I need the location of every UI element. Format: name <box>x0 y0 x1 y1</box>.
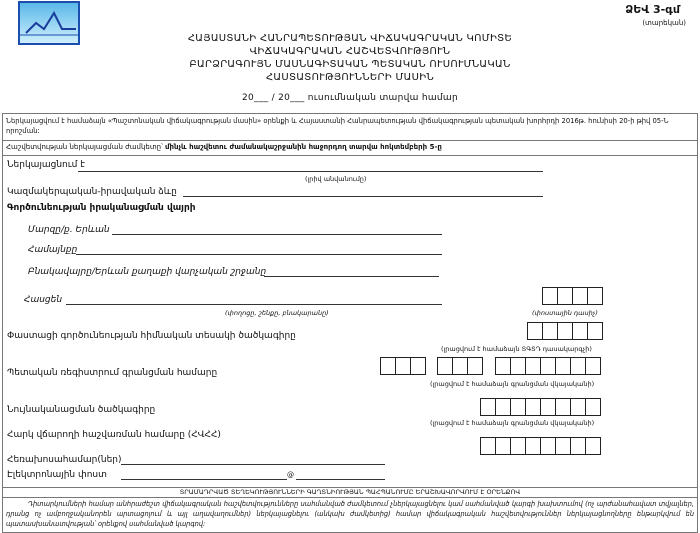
header-line-1: ՀԱՅԱՍՏԱՆԻ ՀԱՆՐԱՊԵՏՈՒԹՅԱՆ ՎԻՃԱԿԱԳՐԱԿԱՆ ԿՈՄԻՏԵ <box>187 33 513 44</box>
settlement-label: Բնակավայրը/Երևան քաղաքի վարչական շրջանը <box>28 267 267 277</box>
community-label: Համայնքը <box>28 245 78 255</box>
registry-label: Պետական ռեգիստրում գրանցման համարը <box>7 368 218 378</box>
email-domain-field[interactable] <box>296 479 385 480</box>
deadline-value: մինչև հաշվետու ժամանակաշրջանին հաջորդող տարվա հոկտեմբերի 5-ը <box>164 143 442 151</box>
community-field[interactable] <box>76 254 442 255</box>
form-period: (տարեկան) <box>642 19 686 27</box>
postal-code-boxes[interactable] <box>542 287 603 305</box>
activity-hint: (լրացվում է համաձայն ՏԳՏԴ դասակարգչի) <box>441 345 592 353</box>
year-line: 20___ / 20___ ուսումնական տարվա համար <box>242 93 458 103</box>
tax-label: Հարկ վճարողի հաշվառման համարը (ՀՎՀՀ) <box>7 430 221 440</box>
registry-hint: (լրացվում է համաձայն գրանցման վկայականի) <box>430 380 595 388</box>
address-field[interactable] <box>66 304 442 305</box>
header-line-3: ԲԱՐՁՐԱԳՈՒՅՆ ՄԱՍՆԱԳԻՏԱԿԱՆ ՊԵՏԱԿԱՆ ՈՒՍՈՒՄՆԱԿԱՆ <box>189 59 511 70</box>
footer-text: Դիտարկումների համար անհրաժեշտ վիճակագրական հաշվետվությունները սահմանված ժամկետում չներկայացնելու կամ սահմանված կարգի խախտումով (ոչ արժանահավատ տվյալներ, դրանց ոչ ամբողջականորեն արտացոլում և այլ աղավաղումներ) ներկայացնելու (անկախ ժամկետից) համար վիճակագրական հաշվետվություններ ներկայացնողները ենթարկվում են պատասխանատվության՝ օրենքով սահմանված կարգով: <box>6 500 694 528</box>
deadline-label: Հաշվետվության ներկայացման ժամկետը՝ <box>6 143 165 151</box>
submitter-hint: (լրիվ անվանումը) <box>305 175 367 183</box>
submitter-field[interactable] <box>78 171 543 172</box>
identification-label: Նույնականացման ծածկագիրը <box>7 405 156 415</box>
registry-boxes-1[interactable] <box>380 357 426 375</box>
legal-form-field[interactable] <box>183 196 543 197</box>
email-at: @ <box>287 471 294 479</box>
header-line-4: ՀԱՍՏԱՏՈՒԹՅՈՒՆՆԵՐԻ ՄԱՍԻՆ <box>265 72 435 83</box>
email-user-field[interactable] <box>121 479 287 480</box>
registry-boxes-3[interactable] <box>495 357 601 375</box>
deadline-box <box>2 140 698 156</box>
address-label: Հասցեն <box>24 295 63 305</box>
intro-text: Ներկայացվում է համաձայն «Պաշտոնական վիճակագրության մասին» օրենքի և Հայաստանի Հանրապետության վիճակագրության պետական խորհրդի 2016թ. հունիսի 20-ի թիվ 05-Ն որոշման: <box>6 117 669 135</box>
email-label: Էլեկտրոնային փոստ <box>7 470 107 480</box>
location-title: Գործունեության իրականացման վայրի <box>7 203 196 213</box>
form-code: ՁԵՎ 3-գմ <box>625 3 680 16</box>
address-hint: (փողոցը, շենքը, բնակարանը) <box>225 309 329 317</box>
settlement-field[interactable] <box>264 276 439 277</box>
confidential-text: ՏՐԱՄԱԴՐՎԱԾ ՏԵՂԵԿՈՒԹՅՈՒՆՆԵՐԻ ԳԱՂՏՆԻՈՒԹՅԱՆ ՊԱՀՊԱՆՈՒՄԸ ԵՐԱՇԽԱՎՈՐՎՈՒՄ Է ՕՐԵՆՔՈՎ <box>179 488 521 496</box>
activity-code-boxes[interactable] <box>527 322 603 340</box>
postal-hint: (փոստային դասիչ) <box>532 309 598 317</box>
intro-box <box>2 113 698 141</box>
header-line-2: ՎԻՃԱԿԱԳՐԱԿԱՆ ՀԱՇՎԵՏՎՈՒԹՅՈՒՆ <box>249 46 451 57</box>
identification-boxes[interactable] <box>480 398 601 416</box>
footer-box <box>2 497 698 533</box>
identification-hint: (լրացվում է համաձայն գրանցման վկայականի) <box>430 419 595 427</box>
legal-form-label: Կազմակերպական-իրավական ձևը <box>7 187 177 197</box>
region-label: Մարզը/ք. Երևան <box>28 225 110 235</box>
registry-boxes-2[interactable] <box>437 357 483 375</box>
submitter-label: Ներկայացնում է <box>7 160 85 170</box>
activity-code-label: Փաստացի գործունեության հիմնական տեսակի ծածկագիրը <box>7 331 296 341</box>
region-field[interactable] <box>112 234 442 235</box>
phone-label: Հեռախոսահամար(ներ) <box>7 455 122 465</box>
phone-field[interactable] <box>121 464 385 465</box>
tax-id-boxes[interactable] <box>480 437 601 455</box>
